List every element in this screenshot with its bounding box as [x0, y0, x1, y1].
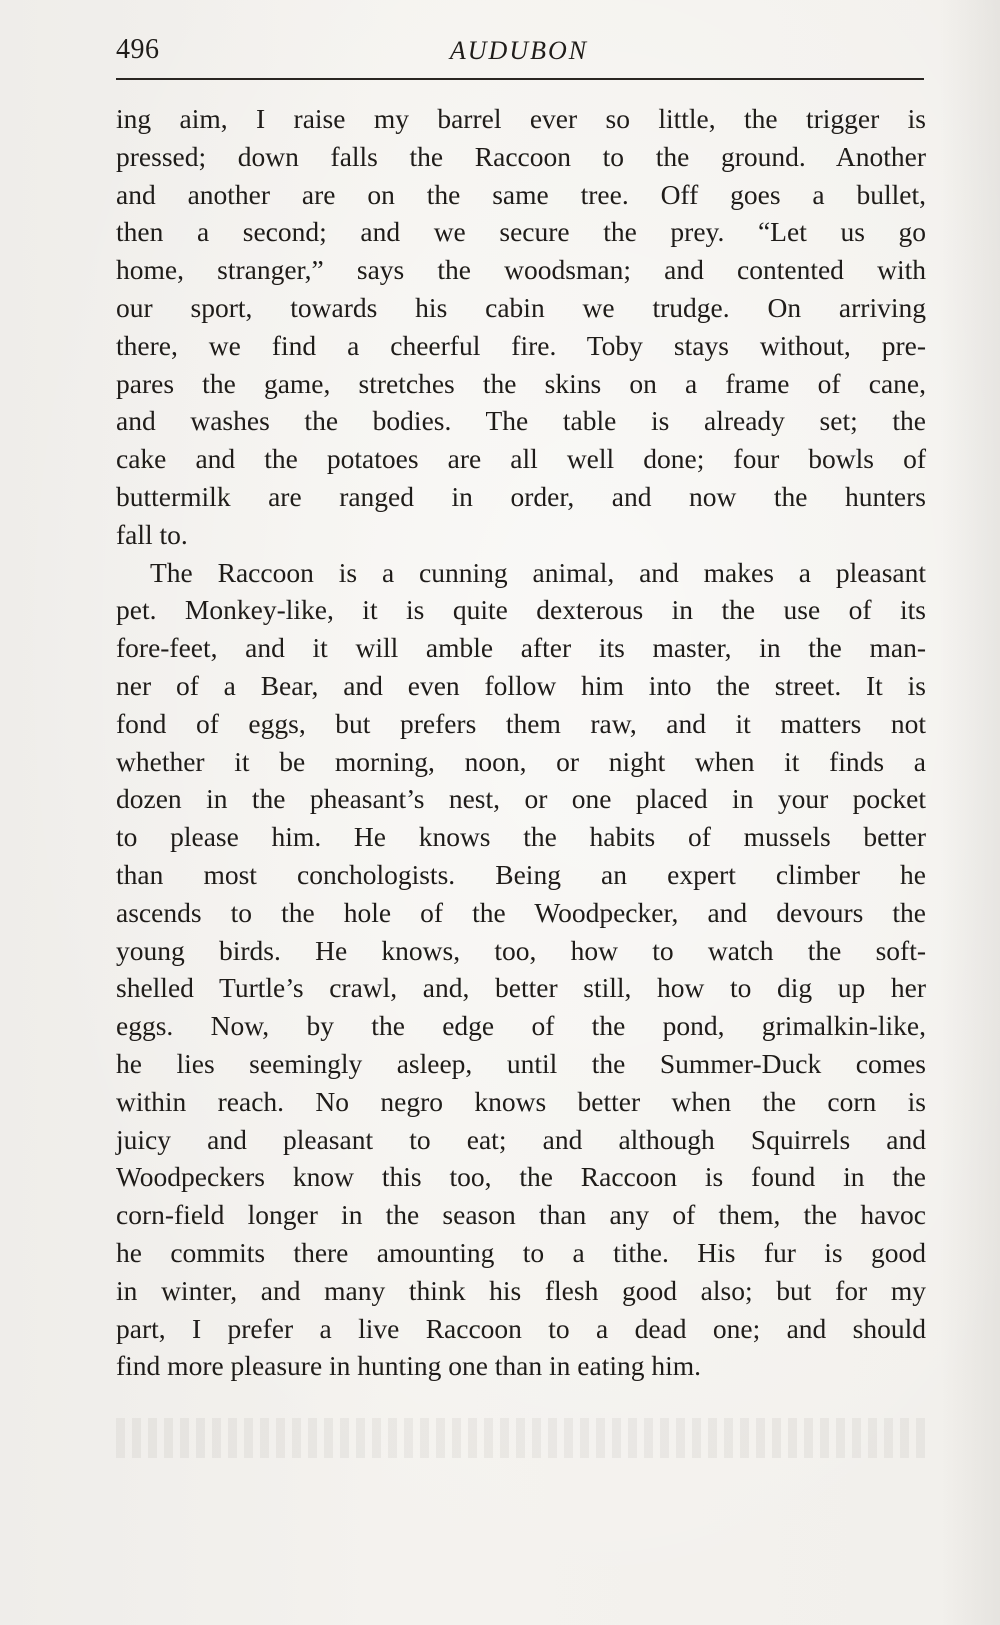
text-line: our sport, towards his cabin we trudge. On arriving	[116, 291, 926, 323]
show-through-texture	[116, 1418, 926, 1458]
text-line: he lies seemingly asleep, until the Summer-Duck comes	[116, 1047, 926, 1079]
text-line: pet. Monkey-like, it is quite dexterous in the use of its	[116, 594, 926, 626]
page-number: 496	[116, 34, 160, 65]
paragraph	[116, 554, 926, 1386]
paragraph	[116, 100, 926, 554]
text-line: cake and the potatoes are all well done; four bowls of	[116, 443, 926, 475]
text-line: shelled Turtle’s crawl, and, better still, how to dig up her	[116, 972, 926, 1004]
page-header	[116, 30, 922, 80]
text-line: pares the game, stretches the skins on a frame of cane,	[116, 367, 926, 399]
text-line: find more pleasure in hunting one than in eating him.	[116, 1350, 702, 1382]
text-line: fond of eggs, but prefers them raw, and it matters not	[116, 707, 926, 739]
text-line: fall to.	[116, 518, 188, 550]
text-line: than most conchologists. Being an expert climber he	[116, 858, 926, 890]
text-line: young birds. He knows, too, how to watch the soft-	[116, 934, 926, 966]
text-line: pressed; down falls the Raccoon to the ground. Another	[116, 140, 926, 172]
text-line: in winter, and many think his flesh good also; but for my	[116, 1274, 926, 1306]
text-line: there, we find a cheerful fire. Toby stays without, pre-	[116, 329, 926, 361]
text-line: part, I prefer a live Raccoon to a dead one; and should	[116, 1312, 926, 1344]
text-line: buttermilk are ranged in order, and now the hunters	[116, 480, 926, 512]
text-line: ner of a Bear, and even follow him into the street. It is	[116, 669, 926, 701]
text-line: then a second; and we secure the prey. “Let us go	[116, 216, 926, 248]
text-line: whether it be morning, noon, or night when it finds a	[116, 745, 926, 777]
text-line: Woodpeckers know this too, the Raccoon is found in the	[116, 1161, 926, 1193]
text-line: he commits there amounting to a tithe. His fur is good	[116, 1236, 926, 1268]
text-line: The Raccoon is a cunning animal, and makes a pleasant	[150, 556, 926, 588]
text-line: home, stranger,” says the woodsman; and contented with	[116, 254, 926, 286]
text-line: within reach. No negro knows better when the corn is	[116, 1085, 926, 1117]
text-line: fore-feet, and it will amble after its master, in the man-	[116, 632, 926, 664]
header-rule	[116, 78, 924, 80]
text-line: ascends to the hole of the Woodpecker, and devours the	[116, 896, 926, 928]
text-line: corn-field longer in the season than any of them, the havoc	[116, 1199, 926, 1231]
text-line: and washes the bodies. The table is already set; the	[116, 405, 926, 437]
text-line: juicy and pleasant to eat; and although Squirrels and	[116, 1123, 926, 1155]
page-edge-shadow	[940, 0, 1000, 1625]
text-line: ing aim, I raise my barrel ever so little, the trigger is	[116, 103, 926, 134]
text-line: eggs. Now, by the edge of the pond, grimalkin-like,	[116, 1010, 926, 1042]
text-line: and another are on the same tree. Off goes a bullet,	[116, 178, 926, 210]
running-head: AUDUBON	[449, 36, 589, 65]
text-line: dozen in the pheasant’s nest, or one placed in your pocket	[116, 783, 926, 815]
text-line: to please him. He knows the habits of mussels better	[116, 821, 926, 853]
body-text	[116, 100, 926, 1385]
